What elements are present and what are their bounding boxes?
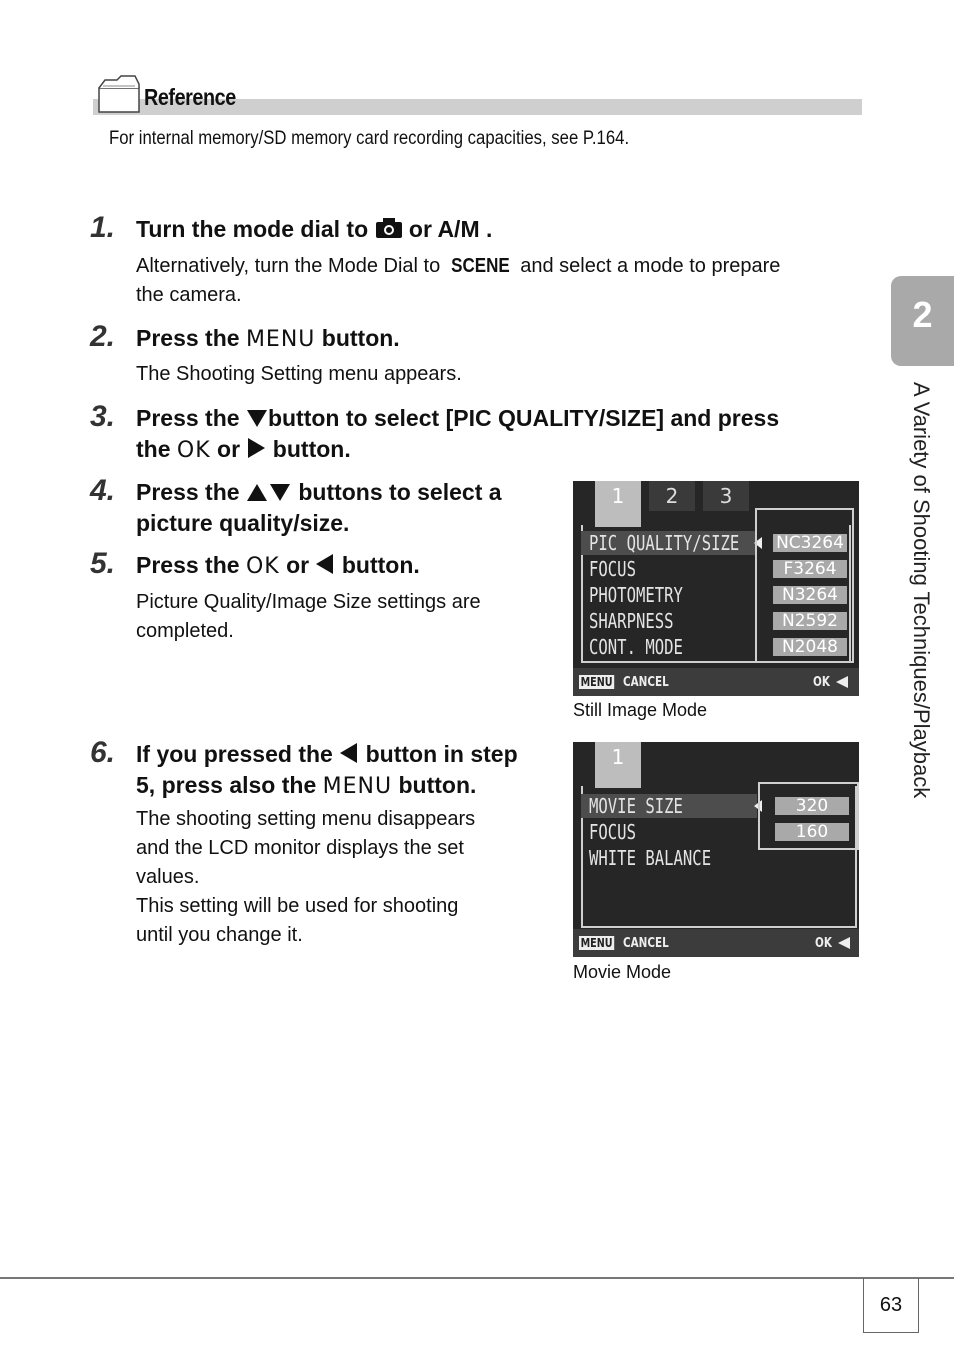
still-caption: Still Image Mode — [573, 700, 708, 720]
step-2-title: Press the MENU button. — [136, 325, 400, 352]
value-320: 320 — [775, 797, 849, 815]
step-3-number: 3. — [90, 400, 116, 433]
cancel-label: CANCEL — [623, 675, 669, 690]
ok-label: OK — [815, 936, 832, 951]
step-5-title: Press the OK or button. — [136, 552, 420, 579]
footer-rule — [0, 1277, 954, 1279]
ok-label: OK — [245, 554, 280, 579]
step-1-title: Turn the mode dial to or A/M . — [136, 216, 493, 242]
cancel-label: CANCEL — [623, 936, 669, 951]
step-1-number: 1. — [90, 211, 116, 244]
screen-footer — [573, 929, 859, 957]
menu-item-sharpness: SHARPNESS — [589, 609, 674, 633]
step-2-desc: The Shooting Setting menu appears. — [136, 363, 462, 385]
menu-badge: MENU — [580, 675, 613, 689]
tab-1: 1 — [595, 742, 641, 788]
up-down-triangle-icon — [246, 482, 292, 502]
menu-item-focus: FOCUS — [589, 820, 636, 844]
menu-item-movie-size: MOVIE SIZE — [589, 794, 683, 818]
reference-folder-icon — [95, 74, 141, 114]
step-3-title: Press the button to select [PIC QUALITY/SIZE] and press the OK or button. — [136, 405, 780, 463]
chapter-title: A Variety of Shooting Techniques/Playback — [909, 382, 934, 799]
menu-item-photometry: PHOTOMETRY — [589, 583, 683, 607]
right-triangle-icon — [246, 437, 266, 459]
tab-1: 1 — [595, 481, 641, 527]
step-6-desc: The shooting setting menu disappears and the LCD monitor displays the set values. This setting will be used for shooting until you change it. — [136, 808, 476, 946]
step-4-title: Press the buttons to select a picture quality/size. — [136, 479, 502, 536]
down-triangle-icon — [246, 408, 268, 428]
menu-item-cont-mode: CONT. MODE — [589, 635, 683, 659]
left-arrow-icon — [835, 675, 849, 689]
reference-text: For internal memory/SD memory card recording capacities, see P.164. — [109, 128, 630, 149]
value-n2592: N2592 — [773, 612, 847, 630]
left-triangle-icon — [315, 553, 335, 575]
step-5-desc: Picture Quality/Image Size settings are completed. — [136, 591, 481, 642]
reference-title: Reference — [144, 84, 236, 110]
chapter-number: 2 — [912, 294, 933, 335]
menu-label: MENU — [245, 327, 316, 352]
camera-icon — [375, 217, 403, 239]
left-triangle-icon — [339, 742, 359, 764]
step-1-desc: Alternatively, turn the Mode Dial to SCENE and select a mode to prepare the camera. — [136, 252, 780, 310]
step-4-number: 4. — [90, 474, 116, 507]
step-6-title: If you pressed the button in step 5, press also the MENU button. — [136, 741, 518, 799]
value-n3264: N3264 — [773, 586, 847, 604]
step-2-number: 2. — [90, 320, 116, 353]
menu-item-white-balance: WHITE BALANCE — [589, 846, 712, 870]
still-image-screen — [573, 481, 859, 696]
menu-item-focus: FOCUS — [589, 557, 636, 581]
menu-badge: MENU — [580, 936, 613, 950]
page-number: 63 — [879, 1294, 903, 1316]
value-f3264: F3264 — [773, 560, 847, 578]
menu-item-pic-quality: PIC QUALITY/SIZE — [589, 531, 740, 555]
step-6-number: 6. — [90, 736, 116, 769]
step-5-number: 5. — [90, 547, 116, 580]
value-n2048: N2048 — [773, 638, 847, 656]
ok-label: OK — [813, 675, 830, 690]
value-nc3264: NC3264 — [773, 534, 847, 552]
tab-3: 3 — [703, 481, 749, 511]
ok-label: OK — [176, 438, 211, 463]
left-arrow-icon — [837, 936, 851, 950]
movie-caption: Movie Mode — [573, 962, 672, 982]
menu-label: MENU — [322, 774, 393, 799]
tab-2: 2 — [649, 481, 695, 511]
screen-footer — [573, 668, 859, 696]
value-160: 160 — [775, 823, 849, 841]
scene-label: SCENE — [450, 255, 510, 277]
movie-mode-screen — [573, 742, 859, 957]
